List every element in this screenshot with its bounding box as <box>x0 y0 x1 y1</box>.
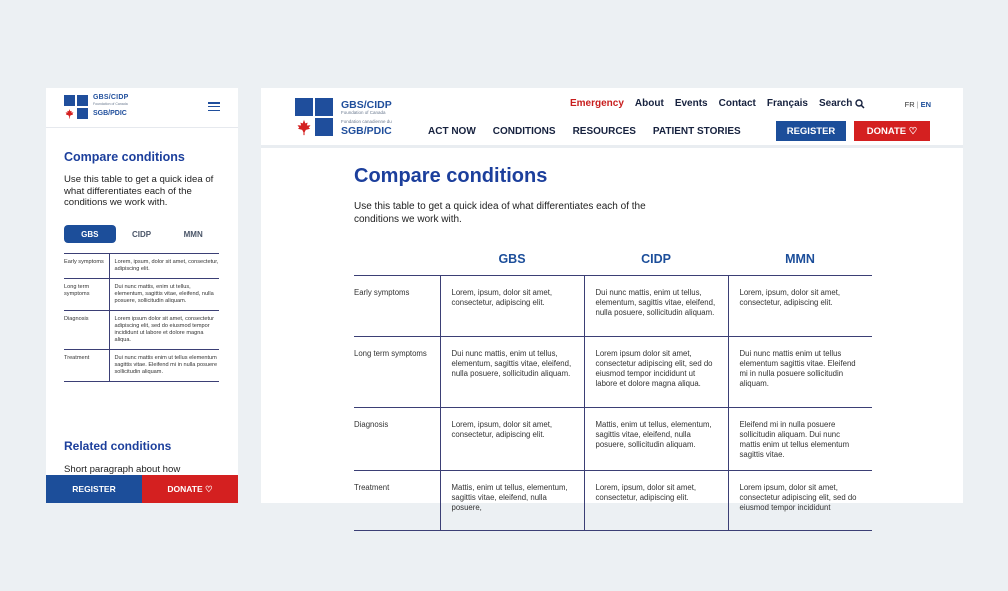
search-button[interactable] <box>819 98 865 109</box>
condition-tabs <box>64 225 219 243</box>
maple-leaf-icon <box>64 108 75 119</box>
page-intro: Use this table to get a quick idea of what differentiates each of the conditions we work with. <box>354 201 646 225</box>
related-title: Related conditions <box>64 439 172 453</box>
tab-cidp[interactable]: CIDP <box>131 229 152 239</box>
lang-divider: | <box>916 100 919 109</box>
logo-name-en: GBS/CIDP <box>341 99 392 111</box>
logo-sub-en: Foundation of Canada <box>341 110 386 115</box>
table-header-blank <box>354 244 440 275</box>
logo-mark[interactable] <box>64 95 88 119</box>
mobile-view <box>46 88 238 503</box>
maple-leaf-icon <box>295 118 313 136</box>
row-label: Long term symptoms <box>64 279 109 311</box>
row-label: Early symptoms <box>354 275 440 336</box>
logo-sub-en: Foundation of Canada <box>93 102 128 106</box>
table-row <box>354 470 872 530</box>
table-row <box>354 407 872 470</box>
tab-gbs[interactable]: GBS <box>64 225 116 243</box>
nav-act-now[interactable]: ACT NOW <box>428 126 476 137</box>
table-row <box>354 336 872 407</box>
mobile-compare-table <box>64 253 219 382</box>
table-cell: Lorem, ipsum, dolor sit amet, consectetur, adipiscing elit. <box>440 407 584 470</box>
table-cell: Eleifend mi in nulla posuere sollicitudin aliquam. Dui nunc mattis enim ut tellus elementum sagittis vitae. <box>728 407 872 470</box>
logo-mark[interactable] <box>295 98 333 136</box>
row-label: Long term symptoms <box>354 336 440 407</box>
register-button[interactable]: REGISTER <box>46 475 142 503</box>
page-intro: Use this table to get a quick idea of what differentiates each of the conditions we work with. <box>64 174 214 208</box>
column-header-mmn: MMN <box>728 244 872 275</box>
logo-sub-fr: Fondation canadienne du <box>341 119 392 124</box>
row-label: Early symptoms <box>64 254 109 279</box>
tab-mmn[interactable]: MMN <box>183 229 203 239</box>
table-cell: Lorem, ipsum, dolor sit amet, consectetur, adipiscing elit. <box>440 275 584 336</box>
mobile-action-bar <box>46 475 238 503</box>
table-row <box>64 311 219 350</box>
table-cell: Mattis, enim ut tellus, elementum, sagittis vitae, eleifend, nulla posuere, sollicitudin aliquam. <box>584 407 728 470</box>
nav-about[interactable]: About <box>634 98 664 109</box>
table-cell: Dui nunc mattis enim ut tellus elementum sagittis vitae. Eleifend mi in nulla posuere sollicitudin aliquam. <box>728 336 872 407</box>
nav-francais[interactable]: Français <box>766 98 808 109</box>
nav-resources[interactable]: RESOURCES <box>572 126 636 137</box>
nav-emergency[interactable]: Emergency <box>570 98 624 109</box>
table-header-row <box>354 244 872 275</box>
table-cell: Mattis, enim ut tellus, elementum, sagittis vitae, eleifend, nulla posuere, <box>440 470 584 530</box>
compare-table <box>354 244 872 531</box>
lang-en[interactable]: EN <box>920 100 931 109</box>
row-value: Dui nunc mattis, enim ut tellus, elementum, sagittis vitae, eleifend, nulla posuere, sollicitudin aliquam. <box>109 279 219 311</box>
search-label: Search <box>818 98 853 109</box>
lang-fr[interactable]: FR <box>904 100 915 109</box>
related-text: Short paragraph about how <box>64 464 181 475</box>
column-header-cidp: CIDP <box>584 244 728 275</box>
language-switch <box>905 100 931 109</box>
page-title: Compare conditions <box>64 150 185 164</box>
donate-button[interactable]: DONATE ♡ <box>854 121 930 141</box>
register-button[interactable]: REGISTER <box>776 121 846 141</box>
row-value: Dui nunc mattis enim ut tellus elementum sagittis vitae. Eleifend mi in nulla posuere sollicitudin aliquam. <box>109 350 219 382</box>
page-title: Compare conditions <box>354 165 548 187</box>
table-cell: Lorem, ipsum, dolor sit amet, consectetur, adipiscing elit. <box>584 470 728 530</box>
mobile-header <box>46 88 238 128</box>
search-icon <box>855 99 865 109</box>
nav-contact[interactable]: Contact <box>718 98 756 109</box>
logo-name-fr: SGB/PDIC <box>341 125 392 137</box>
table-cell: Lorem ipsum, dolor sit amet, consectetur adipiscing elit, sed do eiusmod tempor incididunt <box>728 470 872 530</box>
row-label: Treatment <box>64 350 109 382</box>
table-cell: Dui nunc mattis, enim ut tellus, elementum, sagittis vitae, eleifend, nulla posuere, sollicitudin aliquam. <box>584 275 728 336</box>
table-row <box>64 254 219 279</box>
table-cell: Lorem ipsum dolor sit amet, consectetur adipiscing elit, sed do eiusmod tempor incididunt ut labore et dolore magna aliqua. <box>584 336 728 407</box>
column-header-gbs: GBS <box>440 244 584 275</box>
row-label: Treatment <box>354 470 440 530</box>
main-nav <box>428 126 741 137</box>
nav-patient-stories[interactable]: PATIENT STORIES <box>652 126 741 137</box>
logo-name-en: GBS/CIDP <box>93 94 129 101</box>
table-cell: Lorem, ipsum, dolor sit amet, consectetur, adipiscing elit. <box>728 275 872 336</box>
utility-nav <box>570 98 865 109</box>
desktop-header <box>261 88 963 148</box>
donate-button[interactable]: DONATE ♡ <box>142 475 238 503</box>
row-label: Diagnosis <box>64 311 109 350</box>
row-label: Diagnosis <box>354 407 440 470</box>
row-value: Lorem, ipsum, dolor sit amet, consectetur, adipiscing elit. <box>109 254 219 279</box>
table-cell: Dui nunc mattis, enim ut tellus, elementum, sagittis vitae, eleifend, nulla posuere, sollicitudin aliquam. <box>440 336 584 407</box>
hamburger-menu-icon[interactable] <box>208 102 220 111</box>
desktop-view <box>261 88 963 512</box>
table-row <box>64 350 219 382</box>
nav-events[interactable]: Events <box>674 98 708 109</box>
table-row <box>64 279 219 311</box>
row-value: Lorem ipsum dolor sit amet, consectetur adipiscing elit, sed do eiusmod tempor incididunt ut labore et dolore magna aliqua. <box>109 311 219 350</box>
table-row <box>354 275 872 336</box>
nav-conditions[interactable]: CONDITIONS <box>492 126 556 137</box>
logo-name-fr: SGB/PDIC <box>93 110 127 117</box>
